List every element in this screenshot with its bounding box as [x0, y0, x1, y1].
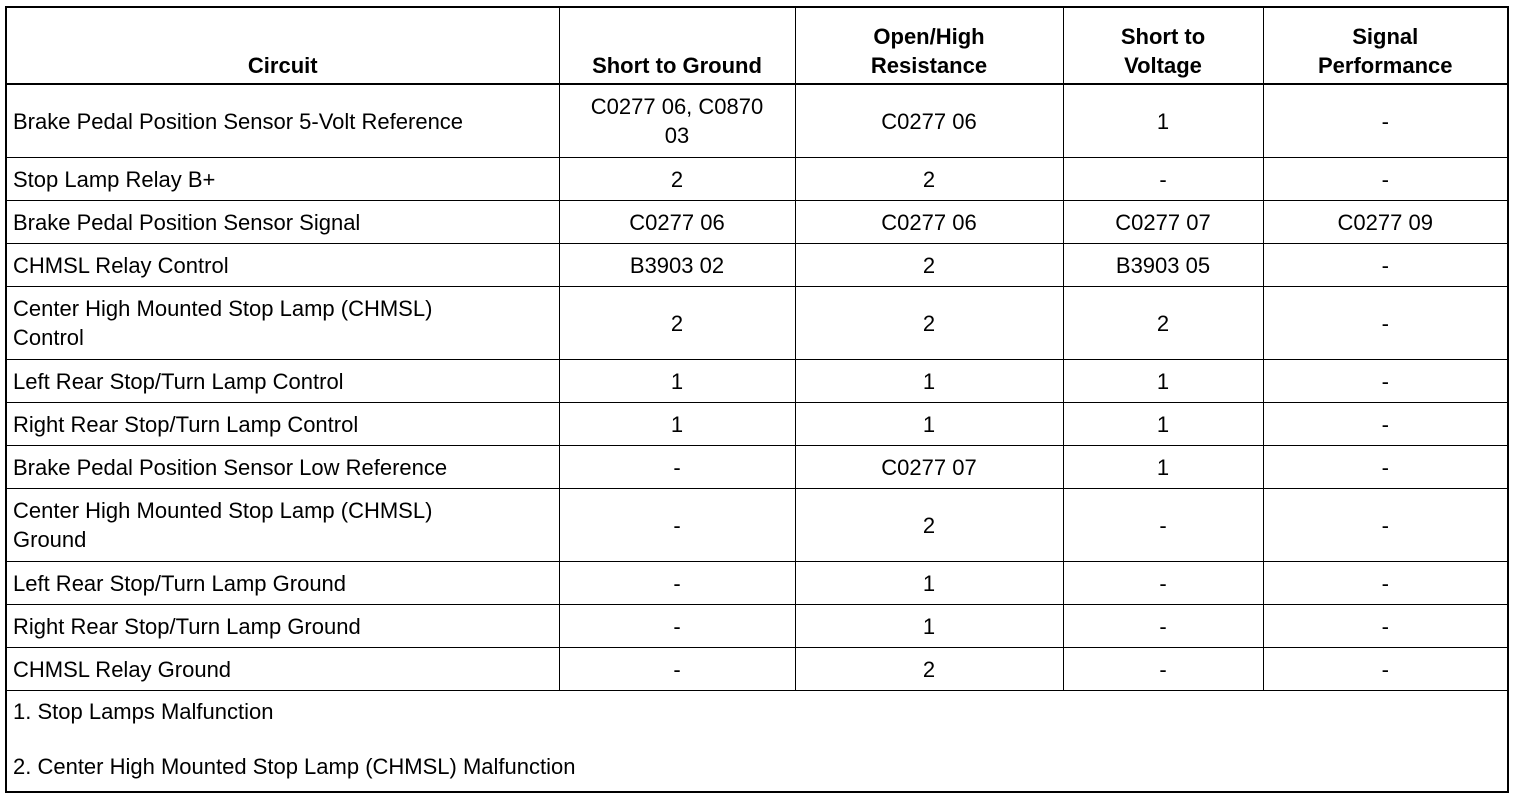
circuit-cell: Left Rear Stop/Turn Lamp Control — [6, 360, 559, 403]
table-row — [6, 489, 1508, 562]
signal-performance-cell: - — [1263, 446, 1508, 489]
circuit-cell: CHMSL Relay Ground — [6, 648, 559, 691]
open-high-resistance-cell: C0277 06 — [795, 201, 1063, 244]
table-row — [6, 648, 1508, 691]
signal-performance-cell: - — [1263, 244, 1508, 287]
open-high-resistance-cell: 1 — [795, 360, 1063, 403]
short-to-voltage-cell: 1 — [1063, 446, 1263, 489]
header-short-to-ground-label: Short to Ground — [592, 53, 762, 78]
signal-performance-cell: - — [1263, 648, 1508, 691]
circuit-cell: CHMSL Relay Control — [6, 244, 559, 287]
table-row — [6, 605, 1508, 648]
short-to-voltage-cell: - — [1063, 489, 1263, 562]
open-high-resistance-cell: C0277 07 — [795, 446, 1063, 489]
circuit-cell: Brake Pedal Position Sensor Low Reference — [6, 446, 559, 489]
short-to-voltage-cell: C0277 07 — [1063, 201, 1263, 244]
signal-performance-cell: C0277 09 — [1263, 201, 1508, 244]
table-row — [6, 201, 1508, 244]
open-high-resistance-cell: 2 — [795, 489, 1063, 562]
circuit-cell: Brake Pedal Position Sensor 5-Volt Reference — [6, 84, 559, 158]
short-to-voltage-cell: 1 — [1063, 360, 1263, 403]
short-to-ground-cell: 2 — [559, 158, 795, 201]
header-short-to-voltage-line1: Short to — [1120, 24, 1206, 49]
table-row — [6, 84, 1508, 158]
header-circuit — [6, 7, 559, 84]
short-to-voltage-cell: 2 — [1063, 287, 1263, 360]
short-to-ground-cell: 1 — [559, 403, 795, 446]
short-to-voltage-cell: - — [1063, 648, 1263, 691]
signal-performance-cell: - — [1263, 360, 1508, 403]
header-short-to-ground — [559, 7, 795, 84]
table-row — [6, 562, 1508, 605]
header-open-high-line2: Resistance — [870, 53, 988, 78]
short-to-ground-cell: C0277 06, C0870 03 — [559, 84, 795, 158]
footnotes-cell — [6, 691, 1508, 793]
circuit-cell: Left Rear Stop/Turn Lamp Ground — [6, 562, 559, 605]
short-to-voltage-cell: - — [1063, 605, 1263, 648]
header-row — [6, 7, 1508, 84]
short-to-ground-cell: 2 — [559, 287, 795, 360]
circuit-cell: Brake Pedal Position Sensor Signal — [6, 201, 559, 244]
short-to-ground-cell: C0277 06 — [559, 201, 795, 244]
table-row — [6, 403, 1508, 446]
header-open-high-resistance — [795, 7, 1063, 84]
short-to-ground-cell: - — [559, 446, 795, 489]
short-to-voltage-cell: 1 — [1063, 84, 1263, 158]
dtc-circuit-table — [5, 6, 1509, 793]
header-circuit-label: Circuit — [247, 53, 318, 78]
signal-performance-cell: - — [1263, 287, 1508, 360]
short-to-ground-cell: - — [559, 562, 795, 605]
header-signal-performance-line2: Performance — [1317, 53, 1453, 78]
header-open-high-line1: Open/High — [873, 24, 985, 49]
short-to-voltage-cell: 1 — [1063, 403, 1263, 446]
short-to-ground-cell: - — [559, 648, 795, 691]
short-to-ground-cell: - — [559, 489, 795, 562]
table-row — [6, 158, 1508, 201]
open-high-resistance-cell: 1 — [795, 562, 1063, 605]
table-row — [6, 446, 1508, 489]
signal-performance-cell: - — [1263, 158, 1508, 201]
short-to-voltage-cell: - — [1063, 158, 1263, 201]
header-signal-performance-line1: Signal — [1352, 24, 1419, 49]
footnote-1: 1. Stop Lamps Malfunction — [13, 699, 274, 724]
circuit-cell: Right Rear Stop/Turn Lamp Ground — [6, 605, 559, 648]
short-to-ground-cell: - — [559, 605, 795, 648]
notes-row — [6, 691, 1508, 793]
signal-performance-cell: - — [1263, 403, 1508, 446]
header-signal-performance — [1263, 7, 1508, 84]
footnote-2: 2. Center High Mounted Stop Lamp (CHMSL) Malfunction — [13, 754, 576, 779]
header-short-to-voltage — [1063, 7, 1263, 84]
table-row — [6, 244, 1508, 287]
header-short-to-voltage-line2: Voltage — [1124, 53, 1202, 78]
short-to-ground-cell: 1 — [559, 360, 795, 403]
open-high-resistance-cell: 2 — [795, 158, 1063, 201]
short-to-voltage-cell: - — [1063, 562, 1263, 605]
open-high-resistance-cell: 2 — [795, 244, 1063, 287]
short-to-ground-cell: B3903 02 — [559, 244, 795, 287]
open-high-resistance-cell: 1 — [795, 403, 1063, 446]
open-high-resistance-cell: 1 — [795, 605, 1063, 648]
signal-performance-cell: - — [1263, 562, 1508, 605]
signal-performance-cell: - — [1263, 605, 1508, 648]
circuit-cell: Center High Mounted Stop Lamp (CHMSL) Control — [6, 287, 559, 360]
open-high-resistance-cell: C0277 06 — [795, 84, 1063, 158]
open-high-resistance-cell: 2 — [795, 287, 1063, 360]
table-row — [6, 287, 1508, 360]
signal-performance-cell: - — [1263, 84, 1508, 158]
table-row — [6, 360, 1508, 403]
circuit-cell: Right Rear Stop/Turn Lamp Control — [6, 403, 559, 446]
circuit-cell: Stop Lamp Relay B+ — [6, 158, 559, 201]
signal-performance-cell: - — [1263, 489, 1508, 562]
open-high-resistance-cell: 2 — [795, 648, 1063, 691]
circuit-cell: Center High Mounted Stop Lamp (CHMSL) Ground — [6, 489, 559, 562]
short-to-voltage-cell: B3903 05 — [1063, 244, 1263, 287]
